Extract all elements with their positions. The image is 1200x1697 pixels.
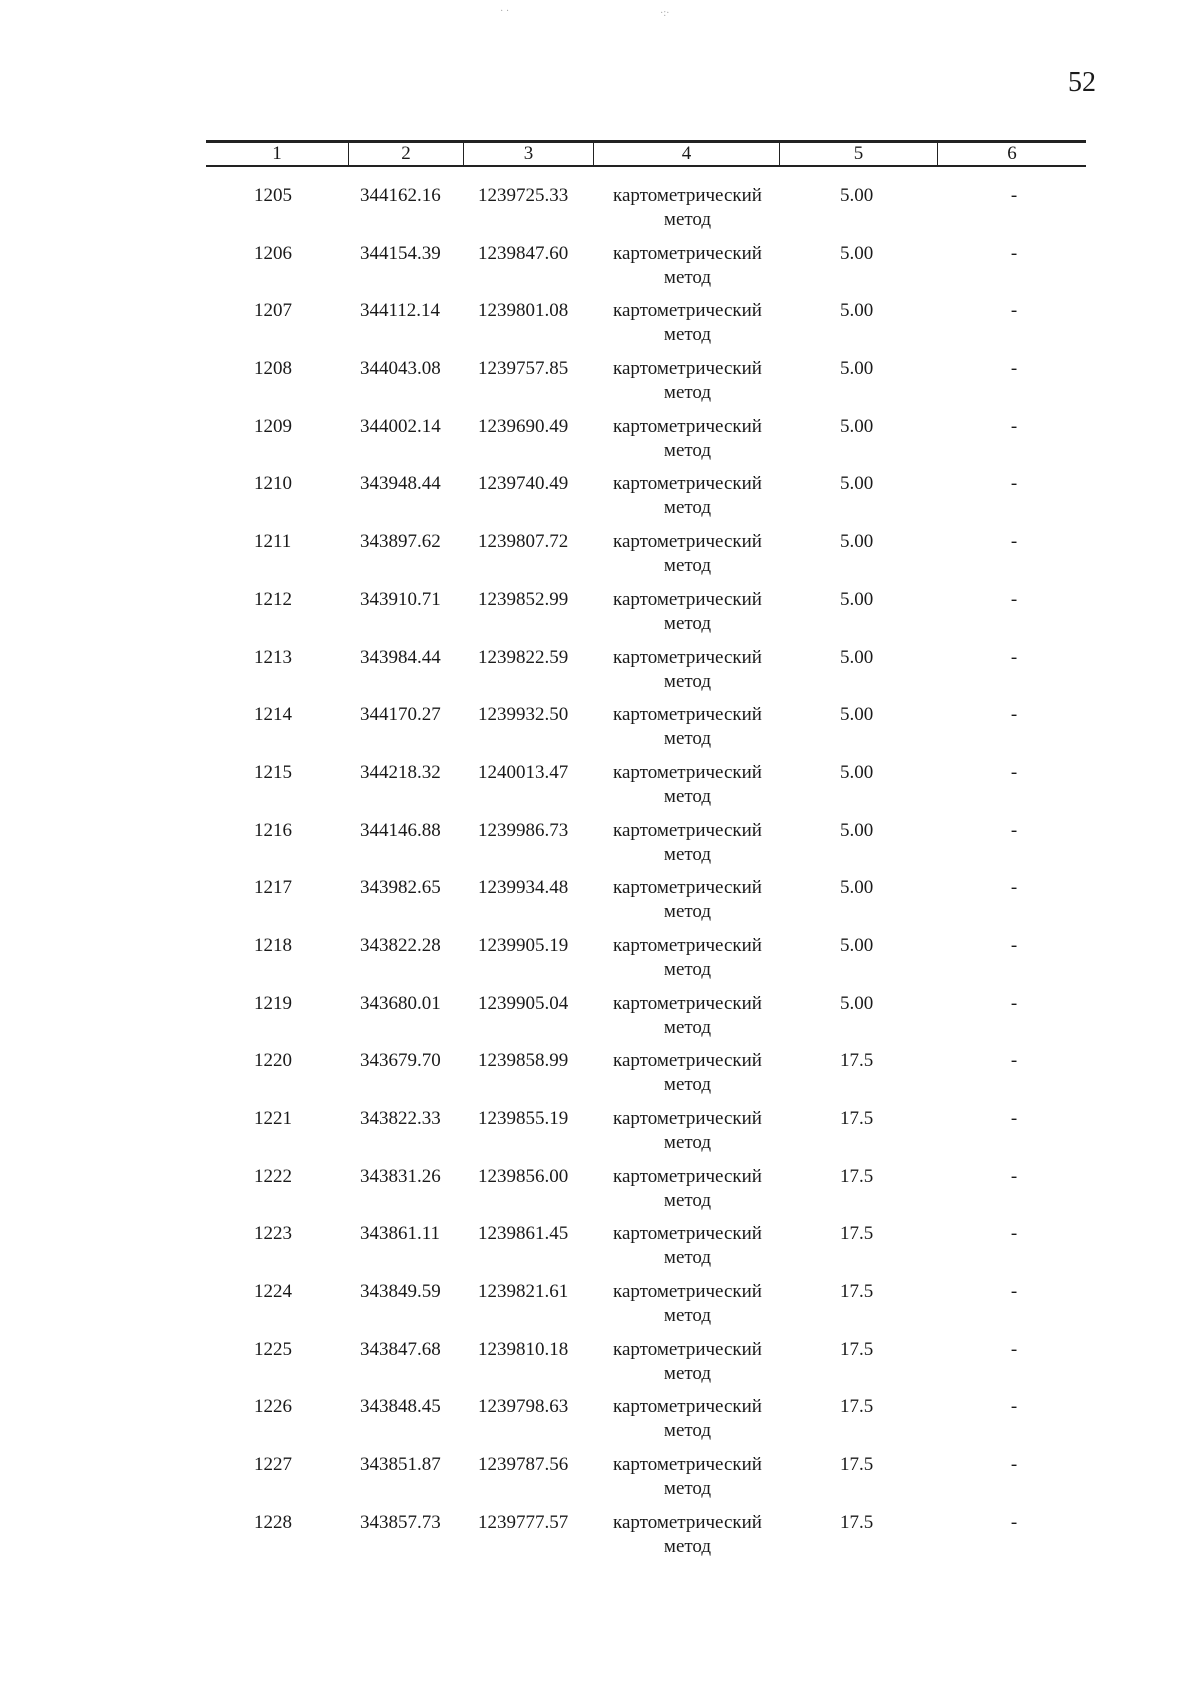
note-value: - — [1010, 1338, 1018, 1360]
column-header-3: 3 — [464, 143, 594, 165]
method-line-1: картометрический — [613, 1454, 762, 1476]
table-row — [0, 238, 1200, 296]
accuracy-value: 17.5 — [840, 1165, 874, 1187]
accuracy-value: 5.00 — [840, 704, 874, 726]
column-header-1: 1 — [206, 143, 349, 165]
coordinate-y: 1239847.60 — [478, 242, 569, 264]
accuracy-value: 5.00 — [840, 819, 874, 841]
accuracy-value: 5.00 — [840, 473, 874, 495]
method-line-2: метод — [663, 1362, 712, 1384]
coordinate-x: 343948.44 — [360, 473, 441, 495]
accuracy-value: 17.5 — [840, 1511, 874, 1533]
note-value: - — [1010, 704, 1018, 726]
method-cell — [600, 1395, 775, 1443]
point-number: 1207 — [254, 300, 292, 322]
coordinate-y: 1239807.72 — [478, 531, 569, 553]
table-row — [0, 1161, 1200, 1219]
column-header-5: 5 — [780, 143, 938, 165]
method-line-2: метод — [663, 1478, 712, 1500]
method-line-2: метод — [663, 1074, 712, 1096]
method-line-1: картометрический — [613, 761, 762, 783]
coordinate-y: 1239852.99 — [478, 588, 569, 610]
method-cell — [600, 1280, 775, 1328]
note-value: - — [1010, 300, 1018, 322]
coordinate-x: 343984.44 — [360, 646, 441, 668]
coordinate-y: 1239757.85 — [478, 358, 569, 380]
coordinate-y: 1239801.08 — [478, 300, 569, 322]
point-number: 1218 — [254, 934, 292, 956]
point-number: 1213 — [254, 646, 292, 668]
method-line-1: картометрический — [613, 646, 762, 668]
accuracy-value: 17.5 — [840, 1108, 874, 1129]
point-number: 1215 — [254, 761, 292, 783]
method-cell — [600, 242, 775, 290]
table-row — [0, 1045, 1200, 1103]
note-value: - — [1010, 819, 1018, 841]
note-value: - — [1010, 242, 1018, 264]
method-line-1: картометрический — [613, 704, 762, 726]
note-value: - — [1010, 473, 1018, 495]
coordinate-x: 344002.14 — [360, 415, 441, 437]
method-line-2: метод — [663, 901, 712, 923]
coordinate-x: 343851.87 — [360, 1454, 441, 1476]
table-row — [0, 295, 1200, 353]
coordinate-y: 1239861.45 — [478, 1223, 569, 1245]
method-line-2: метод — [663, 1189, 712, 1211]
coordinate-y: 1239725.33 — [478, 185, 569, 206]
coordinate-y: 1239986.73 — [478, 819, 569, 841]
method-line-1: картометрический — [613, 588, 762, 610]
coordinate-y: 1239934.48 — [478, 877, 569, 899]
method-line-1: картометрический — [613, 1050, 762, 1072]
accuracy-value: 5.00 — [840, 531, 874, 553]
note-value: - — [1010, 531, 1018, 553]
coordinate-x: 344112.14 — [360, 300, 441, 322]
coordinate-x: 344162.16 — [360, 185, 441, 206]
method-line-1: картометрический — [613, 934, 762, 956]
coordinate-x: 344043.08 — [360, 358, 441, 380]
table-row — [0, 1276, 1200, 1334]
method-cell — [600, 1338, 775, 1386]
method-line-1: картометрический — [613, 1338, 762, 1360]
method-cell — [600, 184, 775, 232]
method-line-1: картометрический — [613, 242, 762, 264]
method-cell — [600, 876, 775, 924]
table-row — [0, 757, 1200, 815]
accuracy-value: 5.00 — [840, 877, 874, 899]
method-line-2: метод — [663, 497, 712, 519]
table-row — [0, 411, 1200, 469]
table-row — [0, 353, 1200, 411]
point-number: 1220 — [254, 1050, 292, 1072]
coordinate-y: 1239810.18 — [478, 1338, 569, 1360]
page-number: 52 — [1068, 67, 1096, 98]
coordinate-x: 343982.65 — [360, 877, 441, 899]
method-line-2: метод — [663, 324, 712, 346]
note-value: - — [1010, 934, 1018, 956]
method-line-2: метод — [663, 209, 712, 230]
method-line-2: метод — [663, 670, 712, 692]
coordinate-x: 343822.33 — [360, 1108, 441, 1129]
method-cell — [600, 588, 775, 636]
coordinate-x: 343680.01 — [360, 992, 441, 1014]
method-cell — [600, 1511, 775, 1559]
method-line-1: картометрический — [613, 358, 762, 380]
coordinate-y: 1239740.49 — [478, 473, 569, 495]
method-cell — [600, 761, 775, 809]
method-cell — [600, 703, 775, 751]
method-cell — [600, 1165, 775, 1213]
table-row — [0, 642, 1200, 700]
table-row — [0, 468, 1200, 526]
accuracy-value: 5.00 — [840, 358, 874, 380]
note-value: - — [1010, 1050, 1018, 1072]
note-value: - — [1010, 761, 1018, 783]
coordinate-y: 1239905.19 — [478, 934, 569, 956]
coordinate-y: 1239822.59 — [478, 646, 569, 668]
method-line-2: метод — [663, 1247, 712, 1269]
method-line-1: картометрический — [613, 185, 762, 206]
point-number: 1225 — [254, 1338, 292, 1360]
coordinate-y: 1239690.49 — [478, 415, 569, 437]
coordinate-x: 343849.59 — [360, 1281, 441, 1303]
accuracy-value: 17.5 — [840, 1050, 874, 1072]
accuracy-value: 17.5 — [840, 1223, 874, 1245]
accuracy-value: 17.5 — [840, 1454, 874, 1476]
method-cell — [600, 1049, 775, 1097]
point-number: 1214 — [254, 704, 292, 726]
coordinate-y: 1240013.47 — [478, 761, 569, 783]
method-line-1: картометрический — [613, 415, 762, 437]
method-line-2: метод — [663, 382, 712, 404]
method-line-2: метод — [663, 1305, 712, 1327]
method-cell — [600, 530, 775, 578]
point-number: 1217 — [254, 877, 292, 899]
point-number: 1224 — [254, 1281, 292, 1303]
method-cell — [600, 934, 775, 982]
method-line-1: картометрический — [613, 992, 762, 1014]
column-header-2: 2 — [349, 143, 464, 165]
coordinate-x: 343897.62 — [360, 531, 441, 553]
point-number: 1208 — [254, 358, 292, 380]
table-row — [0, 815, 1200, 873]
note-value: - — [1010, 1511, 1018, 1533]
point-number: 1219 — [254, 992, 292, 1014]
coordinate-y: 1239855.19 — [478, 1108, 569, 1129]
note-value: - — [1010, 1108, 1018, 1129]
point-number: 1212 — [254, 588, 292, 610]
accuracy-value: 5.00 — [840, 934, 874, 956]
accuracy-value: 5.00 — [840, 761, 874, 783]
point-number: 1206 — [254, 242, 292, 264]
coordinate-x: 343910.71 — [360, 588, 441, 610]
point-number: 1226 — [254, 1396, 292, 1418]
method-line-2: метод — [663, 1132, 712, 1153]
accuracy-value: 5.00 — [840, 300, 874, 322]
accuracy-value: 5.00 — [840, 185, 874, 206]
table-row — [0, 1507, 1200, 1565]
coordinate-y: 1239821.61 — [478, 1281, 569, 1303]
coordinate-y: 1239787.56 — [478, 1454, 569, 1476]
coordinate-x: 344146.88 — [360, 819, 441, 841]
method-line-1: картометрический — [613, 819, 762, 841]
table-body — [0, 180, 1200, 1565]
point-number: 1221 — [254, 1108, 292, 1129]
method-line-1: картометрический — [613, 473, 762, 495]
note-value: - — [1010, 588, 1018, 610]
note-value: - — [1010, 1454, 1018, 1476]
coordinate-x: 344170.27 — [360, 704, 441, 726]
note-value: - — [1010, 992, 1018, 1014]
point-number: 1216 — [254, 819, 292, 841]
accuracy-value: 5.00 — [840, 415, 874, 437]
point-number: 1210 — [254, 473, 292, 495]
accuracy-value: 5.00 — [840, 242, 874, 264]
method-line-1: картометрический — [613, 1396, 762, 1418]
note-value: - — [1010, 1281, 1018, 1303]
method-line-2: метод — [663, 612, 712, 634]
method-line-1: картометрический — [613, 1108, 762, 1129]
method-line-2: метод — [663, 439, 712, 461]
accuracy-value: 17.5 — [840, 1396, 874, 1418]
table-row — [0, 526, 1200, 584]
coordinate-x: 344218.32 — [360, 761, 441, 783]
point-number: 1228 — [254, 1511, 292, 1533]
accuracy-value: 5.00 — [840, 646, 874, 668]
point-number: 1209 — [254, 415, 292, 437]
scan-artifact: ·:· — [660, 8, 670, 19]
table-row — [0, 988, 1200, 1046]
note-value: - — [1010, 1396, 1018, 1418]
method-line-2: метод — [663, 843, 712, 865]
method-cell — [600, 357, 775, 405]
table-row — [0, 1103, 1200, 1161]
note-value: - — [1010, 877, 1018, 899]
note-value: - — [1010, 1165, 1018, 1187]
point-number: 1223 — [254, 1223, 292, 1245]
method-cell — [600, 992, 775, 1040]
note-value: - — [1010, 415, 1018, 437]
coordinate-x: 343679.70 — [360, 1050, 441, 1072]
method-line-1: картометрический — [613, 1223, 762, 1245]
method-line-2: метод — [663, 785, 712, 807]
point-number: 1227 — [254, 1454, 292, 1476]
table-row — [0, 1218, 1200, 1276]
method-cell — [600, 472, 775, 520]
accuracy-value: 17.5 — [840, 1338, 874, 1360]
method-line-2: метод — [663, 728, 712, 750]
accuracy-value: 5.00 — [840, 992, 874, 1014]
table-row — [0, 584, 1200, 642]
accuracy-value: 17.5 — [840, 1281, 874, 1303]
table-row — [0, 1334, 1200, 1392]
coordinate-y: 1239858.99 — [478, 1050, 569, 1072]
method-line-2: метод — [663, 266, 712, 288]
method-line-1: картометрический — [613, 300, 762, 322]
note-value: - — [1010, 358, 1018, 380]
coordinate-x: 343861.11 — [360, 1223, 441, 1245]
method-cell — [600, 819, 775, 867]
method-line-1: картометрический — [613, 877, 762, 899]
method-line-2: метод — [663, 1016, 712, 1038]
method-cell — [600, 299, 775, 347]
method-line-1: картометрический — [613, 1281, 762, 1303]
table-row — [0, 1449, 1200, 1507]
method-line-2: метод — [663, 1535, 712, 1557]
coordinate-x: 343831.26 — [360, 1165, 441, 1187]
method-cell — [600, 1453, 775, 1501]
method-cell — [600, 415, 775, 463]
coordinate-y: 1239777.57 — [478, 1511, 569, 1533]
coordinate-y: 1239856.00 — [478, 1165, 569, 1187]
point-number: 1211 — [254, 531, 292, 553]
method-cell — [600, 646, 775, 694]
method-line-2: метод — [663, 555, 712, 577]
coordinate-x: 343857.73 — [360, 1511, 441, 1533]
table-row — [0, 1391, 1200, 1449]
accuracy-value: 5.00 — [840, 588, 874, 610]
scan-artifact: · · — [500, 6, 510, 17]
point-number: 1205 — [254, 185, 292, 206]
table-header — [206, 140, 1086, 167]
method-cell — [600, 1107, 775, 1155]
coordinate-x: 343848.45 — [360, 1396, 441, 1418]
coordinate-x: 343822.28 — [360, 934, 441, 956]
point-number: 1222 — [254, 1165, 292, 1187]
coordinate-x: 344154.39 — [360, 242, 441, 264]
coordinate-y: 1239905.04 — [478, 992, 569, 1014]
note-value: - — [1010, 185, 1018, 206]
note-value: - — [1010, 1223, 1018, 1245]
method-line-2: метод — [663, 958, 712, 980]
method-line-1: картометрический — [613, 1165, 762, 1187]
table-row — [0, 872, 1200, 930]
method-line-1: картометрический — [613, 1511, 762, 1533]
table-row — [0, 699, 1200, 757]
coordinate-y: 1239932.50 — [478, 704, 569, 726]
table-row — [0, 930, 1200, 988]
method-line-1: картометрический — [613, 531, 762, 553]
table-row — [0, 180, 1200, 238]
coordinate-x: 343847.68 — [360, 1338, 441, 1360]
note-value: - — [1010, 646, 1018, 668]
coordinate-y: 1239798.63 — [478, 1396, 569, 1418]
column-header-4: 4 — [594, 143, 780, 165]
column-header-6: 6 — [1007, 143, 1017, 164]
method-line-2: метод — [663, 1420, 712, 1442]
method-cell — [600, 1222, 775, 1270]
